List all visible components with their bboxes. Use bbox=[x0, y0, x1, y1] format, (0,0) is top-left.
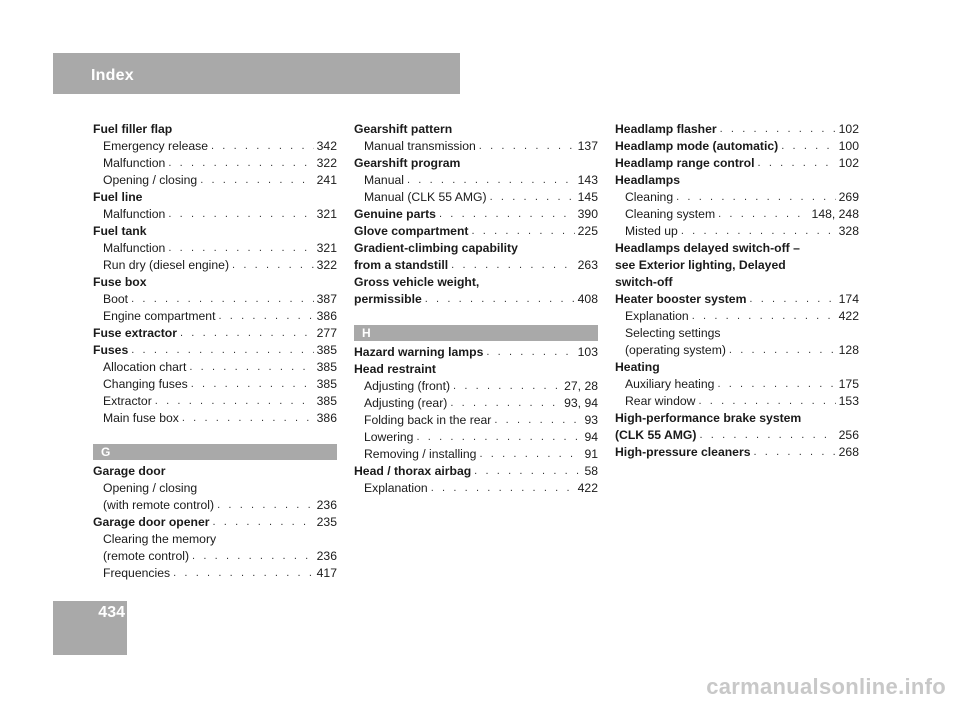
section-letter-h: H bbox=[354, 325, 598, 341]
entry-term: Fuses bbox=[93, 343, 129, 357]
entry-page-ref: 100 bbox=[838, 139, 859, 153]
entry-term: Gearshift pattern bbox=[354, 122, 453, 136]
dot-leader bbox=[494, 412, 581, 429]
entry-page-ref: 236 bbox=[316, 498, 337, 512]
dot-leader bbox=[211, 138, 314, 155]
dot-leader bbox=[131, 291, 314, 308]
index-entry bbox=[615, 121, 859, 138]
index-column-1 bbox=[93, 121, 337, 582]
section-letter-g: G bbox=[93, 444, 337, 460]
entry-page-ref: 322 bbox=[316, 258, 337, 272]
dot-leader bbox=[749, 291, 835, 308]
index-header-title: Index bbox=[91, 67, 134, 84]
index-subentry bbox=[93, 393, 337, 410]
entry-page-ref: 321 bbox=[316, 241, 337, 255]
index-subentry bbox=[354, 446, 598, 463]
index-subentry bbox=[93, 359, 337, 376]
entry-page-ref: 417 bbox=[316, 566, 337, 580]
dot-leader bbox=[753, 444, 835, 461]
entry-page-ref: 241 bbox=[316, 173, 337, 187]
entry-term: Gradient-climbing capability bbox=[354, 241, 518, 255]
entry-term: Adjusting (front) bbox=[364, 379, 451, 393]
entry-term: Manual (CLK 55 AMG) bbox=[364, 190, 487, 204]
index-entry bbox=[354, 344, 598, 361]
index-subentry bbox=[354, 429, 598, 446]
entry-page-ref: 58 bbox=[584, 464, 598, 478]
entry-term: Selecting settings bbox=[625, 326, 721, 340]
entry-term: Headlamp mode (automatic) bbox=[615, 139, 779, 153]
entry-term: Malfunction bbox=[103, 207, 166, 221]
dot-leader bbox=[168, 206, 313, 223]
entry-page-ref: 269 bbox=[838, 190, 859, 204]
entry-term: (CLK 55 AMG) bbox=[615, 428, 697, 442]
entry-term: Changing fuses bbox=[103, 377, 188, 391]
entry-page-ref: 386 bbox=[316, 309, 337, 323]
index-subentry bbox=[354, 189, 598, 206]
index-subentry bbox=[93, 172, 337, 189]
index-subentry bbox=[615, 223, 859, 240]
entry-term: Frequencies bbox=[103, 566, 171, 580]
entry-page-ref: 277 bbox=[316, 326, 337, 340]
index-subentry bbox=[615, 189, 859, 206]
index-subentry bbox=[93, 531, 337, 548]
dot-leader bbox=[217, 497, 314, 514]
index-subentry bbox=[354, 172, 598, 189]
entry-page-ref: 386 bbox=[316, 411, 337, 425]
dot-leader bbox=[218, 308, 313, 325]
entry-term: Opening / closing bbox=[103, 481, 198, 495]
dot-leader bbox=[180, 325, 314, 342]
entry-page-ref: 93, 94 bbox=[564, 396, 598, 410]
page-number-box bbox=[53, 601, 127, 655]
entry-page-ref: 102 bbox=[838, 156, 859, 170]
entry-term: permissible bbox=[354, 292, 422, 306]
entry-page-ref: 93 bbox=[584, 413, 598, 427]
index-entry bbox=[354, 206, 598, 223]
entry-term: Gearshift program bbox=[354, 156, 461, 170]
entry-term: Fuel filler flap bbox=[93, 122, 173, 136]
entry-term: Misted up bbox=[625, 224, 678, 238]
index-subentry bbox=[354, 480, 598, 497]
entry-term: Emergency release bbox=[103, 139, 208, 153]
index-subentry bbox=[93, 497, 337, 514]
index-subentry bbox=[615, 325, 859, 342]
dot-leader bbox=[490, 189, 575, 206]
entry-page-ref: 91 bbox=[584, 447, 598, 461]
index-entry bbox=[93, 325, 337, 342]
entry-term: Run dry (diesel engine) bbox=[103, 258, 230, 272]
index-entry bbox=[93, 274, 337, 291]
entry-term: Boot bbox=[103, 292, 129, 306]
index-subentry bbox=[354, 412, 598, 429]
entry-term: Auxiliary heating bbox=[625, 377, 715, 391]
index-header-bar bbox=[53, 53, 460, 94]
entry-page-ref: 148, 248 bbox=[811, 207, 859, 221]
dot-leader bbox=[168, 240, 313, 257]
dot-leader bbox=[479, 138, 575, 155]
dot-leader bbox=[717, 376, 835, 393]
entry-page-ref: 328 bbox=[838, 224, 859, 238]
entry-page-ref: 235 bbox=[316, 515, 337, 529]
entry-page-ref: 385 bbox=[316, 343, 337, 357]
entry-page-ref: 387 bbox=[316, 292, 337, 306]
index-subentry bbox=[615, 376, 859, 393]
dot-leader bbox=[692, 308, 836, 325]
dot-leader bbox=[486, 344, 574, 361]
dot-leader bbox=[720, 121, 836, 138]
dot-leader bbox=[192, 548, 314, 565]
dot-leader bbox=[200, 172, 313, 189]
index-subentry bbox=[93, 206, 337, 223]
entry-term: Main fuse box bbox=[103, 411, 179, 425]
entry-term: Cleaning system bbox=[625, 207, 716, 221]
entry-page-ref: 385 bbox=[316, 394, 337, 408]
index-entry bbox=[615, 410, 859, 427]
index-entry bbox=[354, 155, 598, 172]
dot-leader bbox=[681, 223, 836, 240]
index-entry bbox=[354, 121, 598, 138]
entry-term: Fuse box bbox=[93, 275, 147, 289]
entry-term: Malfunction bbox=[103, 156, 166, 170]
dot-leader bbox=[168, 155, 313, 172]
entry-page-ref: 103 bbox=[577, 345, 598, 359]
dot-leader bbox=[212, 514, 313, 531]
entry-page-ref: 408 bbox=[577, 292, 598, 306]
entry-term: Genuine parts bbox=[354, 207, 436, 221]
entry-page-ref: 128 bbox=[838, 343, 859, 357]
entry-term: Glove compartment bbox=[354, 224, 469, 238]
entry-term: Garage door bbox=[93, 464, 166, 478]
entry-page-ref: 263 bbox=[577, 258, 598, 272]
entry-page-ref: 225 bbox=[577, 224, 598, 238]
entry-page-ref: 27, 28 bbox=[564, 379, 598, 393]
dot-leader bbox=[189, 359, 313, 376]
entry-term: Rear window bbox=[625, 394, 696, 408]
index-entry bbox=[354, 463, 598, 480]
dot-leader bbox=[474, 463, 581, 480]
index-entry bbox=[93, 514, 337, 531]
index-entry bbox=[615, 257, 859, 274]
dot-leader bbox=[471, 223, 574, 240]
index-entry bbox=[93, 463, 337, 480]
entry-page-ref: 174 bbox=[838, 292, 859, 306]
index-subentry bbox=[615, 308, 859, 325]
entry-term: Heater booster system bbox=[615, 292, 747, 306]
entry-term: Gross vehicle weight, bbox=[354, 275, 480, 289]
dot-leader bbox=[431, 480, 575, 497]
index-subentry bbox=[93, 138, 337, 155]
index-entry bbox=[354, 240, 598, 257]
entry-term: Fuel tank bbox=[93, 224, 147, 238]
entry-term: (with remote control) bbox=[103, 498, 215, 512]
index-entry bbox=[615, 155, 859, 172]
dot-leader bbox=[479, 446, 581, 463]
entry-page-ref: 143 bbox=[577, 173, 598, 187]
dot-leader bbox=[416, 429, 581, 446]
dot-leader bbox=[758, 155, 836, 172]
entry-term: Head / thorax airbag bbox=[354, 464, 472, 478]
index-subentry bbox=[93, 291, 337, 308]
dot-leader bbox=[425, 291, 575, 308]
entry-term: Explanation bbox=[364, 481, 428, 495]
entry-term: from a standstill bbox=[354, 258, 449, 272]
page-number: 434 bbox=[98, 604, 125, 621]
entry-term: Headlamp flasher bbox=[615, 122, 717, 136]
index-subentry bbox=[93, 565, 337, 582]
entry-term: Headlamps delayed switch-off – bbox=[615, 241, 800, 255]
index-entry bbox=[93, 342, 337, 359]
index-entry bbox=[615, 359, 859, 376]
index-subentry bbox=[354, 138, 598, 155]
entry-page-ref: 256 bbox=[838, 428, 859, 442]
index-column-3 bbox=[615, 121, 859, 461]
entry-page-ref: 175 bbox=[838, 377, 859, 391]
index-subentry bbox=[354, 378, 598, 395]
dot-leader bbox=[173, 565, 314, 582]
entry-term: Cleaning bbox=[625, 190, 674, 204]
entry-page-ref: 385 bbox=[316, 377, 337, 391]
index-entry bbox=[615, 138, 859, 155]
index-column-2 bbox=[354, 121, 598, 497]
index-entry bbox=[615, 291, 859, 308]
entry-term: Fuse extractor bbox=[93, 326, 177, 340]
entry-page-ref: 422 bbox=[838, 309, 859, 323]
entry-page-ref: 153 bbox=[838, 394, 859, 408]
entry-term: Allocation chart bbox=[103, 360, 187, 374]
entry-page-ref: 102 bbox=[838, 122, 859, 136]
index-subentry bbox=[93, 410, 337, 427]
index-entry bbox=[93, 121, 337, 138]
entry-page-ref: 422 bbox=[577, 481, 598, 495]
entry-page-ref: 145 bbox=[577, 190, 598, 204]
entry-term: Malfunction bbox=[103, 241, 166, 255]
dot-leader bbox=[676, 189, 836, 206]
index-entry bbox=[354, 257, 598, 274]
index-entry bbox=[354, 361, 598, 378]
entry-term: Extractor bbox=[103, 394, 152, 408]
index-entry bbox=[615, 427, 859, 444]
index-subentry bbox=[93, 308, 337, 325]
index-entry bbox=[615, 240, 859, 257]
index-subentry bbox=[93, 480, 337, 497]
entry-term: Opening / closing bbox=[103, 173, 198, 187]
index-subentry bbox=[615, 206, 859, 223]
dot-leader bbox=[453, 378, 561, 395]
index-subentry bbox=[93, 548, 337, 565]
dot-leader bbox=[131, 342, 313, 359]
dot-leader bbox=[718, 206, 808, 223]
entry-page-ref: 342 bbox=[316, 139, 337, 153]
index-entry bbox=[615, 274, 859, 291]
dot-leader bbox=[451, 257, 575, 274]
entry-term: Adjusting (rear) bbox=[364, 396, 448, 410]
index-subentry bbox=[93, 240, 337, 257]
dot-leader bbox=[439, 206, 575, 223]
index-entry bbox=[93, 223, 337, 240]
entry-term: Headlamps bbox=[615, 173, 681, 187]
dot-leader bbox=[155, 393, 314, 410]
entry-term: Headlamp range control bbox=[615, 156, 755, 170]
entry-term: High-pressure cleaners bbox=[615, 445, 751, 459]
dot-leader bbox=[729, 342, 836, 359]
dot-leader bbox=[450, 395, 561, 412]
entry-term: see Exterior lighting, Delayed bbox=[615, 258, 786, 272]
entry-term: Hazard warning lamps bbox=[354, 345, 484, 359]
index-entry bbox=[354, 274, 598, 291]
index-subentry bbox=[93, 257, 337, 274]
dot-leader bbox=[699, 427, 835, 444]
entry-term: Garage door opener bbox=[93, 515, 210, 529]
entry-term: Explanation bbox=[625, 309, 689, 323]
entry-page-ref: 322 bbox=[316, 156, 337, 170]
index-subentry bbox=[615, 393, 859, 410]
entry-term: Folding back in the rear bbox=[364, 413, 492, 427]
dot-leader bbox=[698, 393, 835, 410]
index-subentry bbox=[93, 155, 337, 172]
entry-term: Fuel line bbox=[93, 190, 143, 204]
entry-page-ref: 137 bbox=[577, 139, 598, 153]
entry-term: switch-off bbox=[615, 275, 673, 289]
entry-page-ref: 390 bbox=[577, 207, 598, 221]
dot-leader bbox=[407, 172, 575, 189]
entry-page-ref: 236 bbox=[316, 549, 337, 563]
entry-term: High-performance brake system bbox=[615, 411, 802, 425]
entry-page-ref: 385 bbox=[316, 360, 337, 374]
index-subentry bbox=[354, 395, 598, 412]
index-entry bbox=[93, 189, 337, 206]
entry-term: Clearing the memory bbox=[103, 532, 217, 546]
index-entry bbox=[615, 172, 859, 189]
entry-term: Manual bbox=[364, 173, 404, 187]
watermark: carmanualsonline.info bbox=[706, 674, 946, 699]
index-entry bbox=[615, 444, 859, 461]
entry-term: (operating system) bbox=[625, 343, 726, 357]
index-entry bbox=[354, 291, 598, 308]
entry-term: Lowering bbox=[364, 430, 414, 444]
index-subentry bbox=[615, 342, 859, 359]
dot-leader bbox=[781, 138, 835, 155]
entry-term: Removing / installing bbox=[364, 447, 477, 461]
dot-leader bbox=[232, 257, 314, 274]
entry-page-ref: 321 bbox=[316, 207, 337, 221]
entry-term: Engine compartment bbox=[103, 309, 216, 323]
entry-page-ref: 94 bbox=[584, 430, 598, 444]
entry-term: Head restraint bbox=[354, 362, 436, 376]
entry-term: (remote control) bbox=[103, 549, 190, 563]
index-entry bbox=[354, 223, 598, 240]
dot-leader bbox=[182, 410, 314, 427]
dot-leader bbox=[191, 376, 314, 393]
entry-term: Manual transmission bbox=[364, 139, 476, 153]
entry-page-ref: 268 bbox=[838, 445, 859, 459]
entry-term: Heating bbox=[615, 360, 660, 374]
index-subentry bbox=[93, 376, 337, 393]
